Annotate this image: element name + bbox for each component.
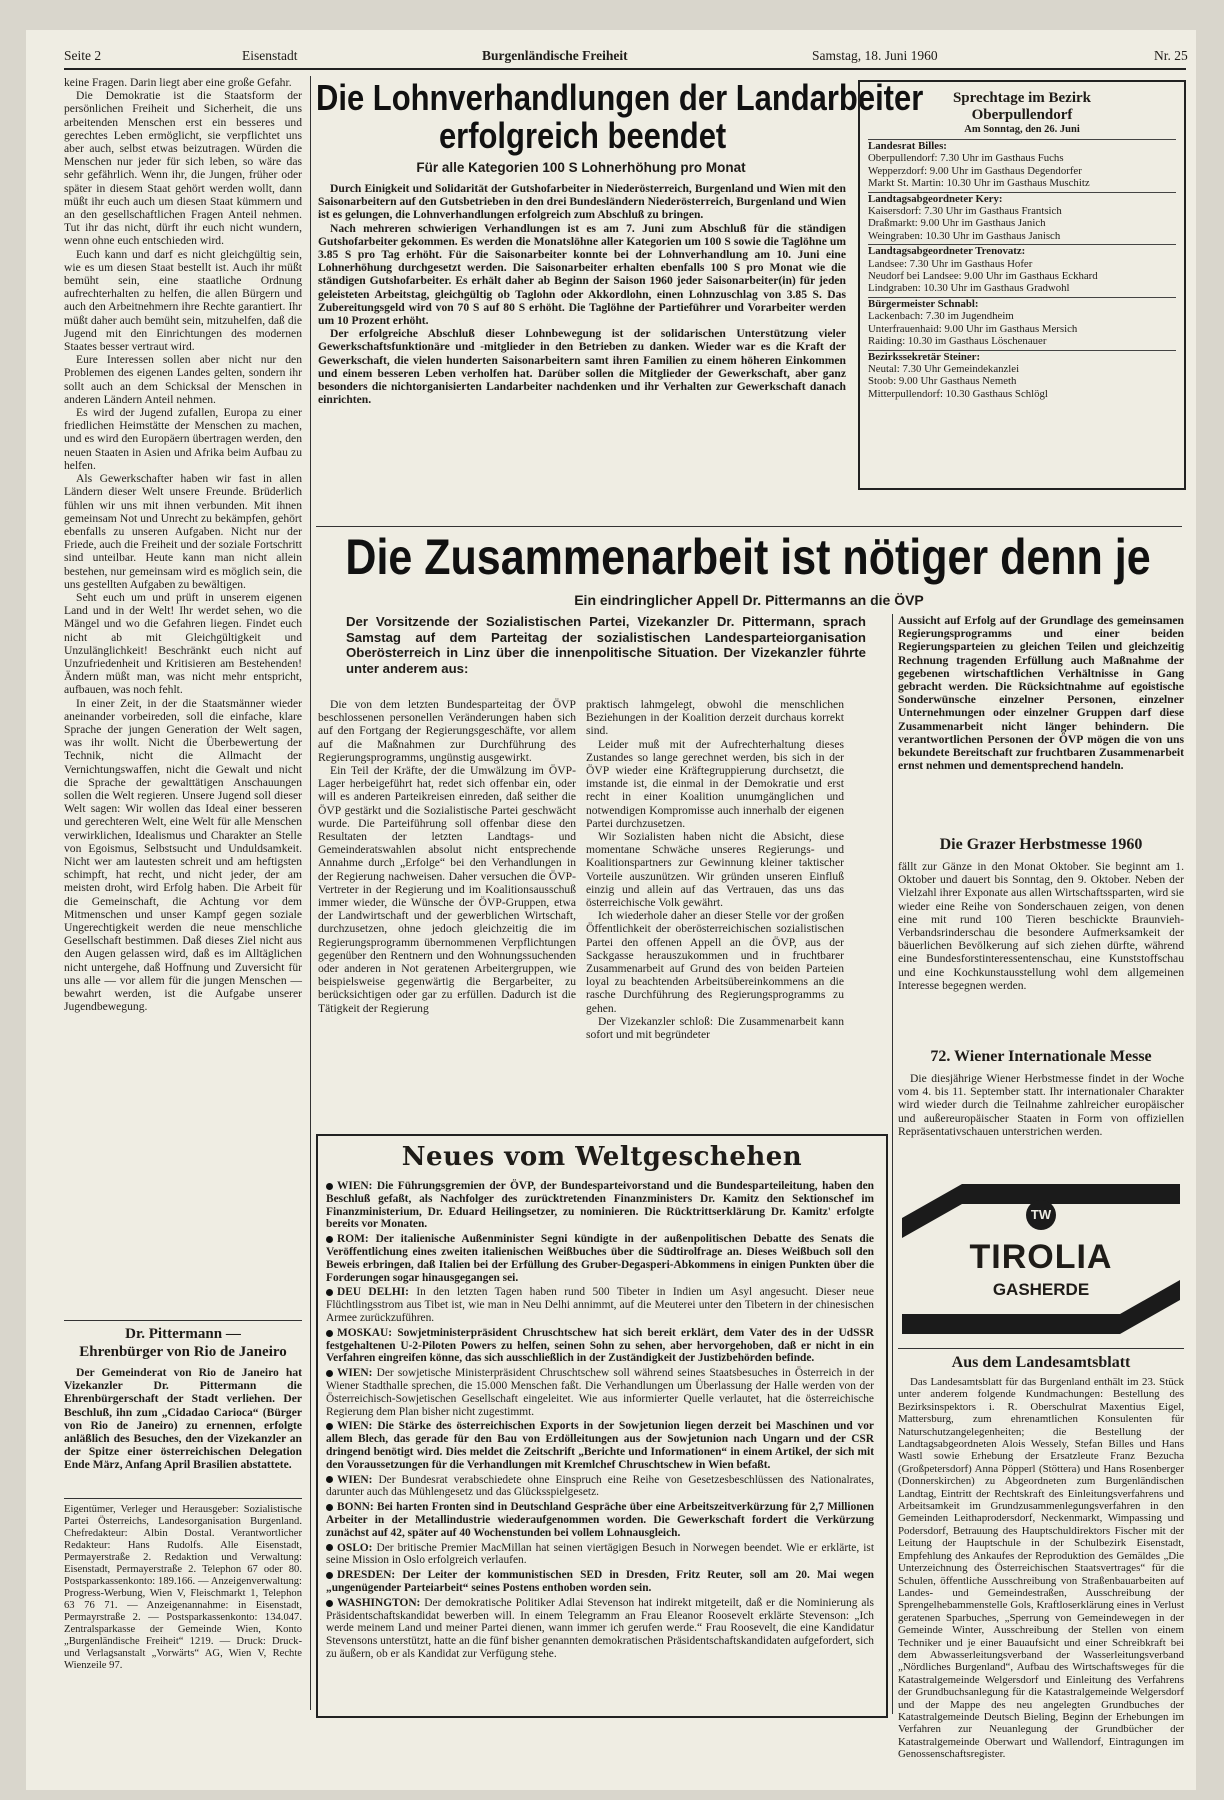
ad-brand: TIROLIA bbox=[969, 1238, 1113, 1276]
paper-name: Burgenländische Freiheit bbox=[482, 48, 628, 63]
zusammen-subhead: Ein eindringlicher Appell Dr. Pittermanns an die ÖVP bbox=[574, 592, 924, 608]
divider bbox=[64, 1320, 302, 1321]
sprechtage-line: Stoob: 9.00 Uhr Gasthaus Nemeth bbox=[868, 375, 1017, 388]
news-item bbox=[326, 1233, 874, 1284]
pittermann-title-2: Ehrenbürger von Rio de Janeiro bbox=[79, 1344, 287, 1360]
sprechtage-line: Raiding: 10.30 im Gasthaus Löschenauer bbox=[868, 335, 1047, 348]
page-header bbox=[64, 44, 1186, 70]
divider bbox=[898, 1348, 1184, 1349]
lohn-para: Nach mehreren schwierigen Verhandlungen ist es am 7. Juni zum Abschluß für die ständigen Gutshofarbeiter gekommen. Es werden die Monatslöhne aller Kategorien um 100 S sowie die Taglöhne um 3.85 S pro Tag erhöht. Für die Saisonarbeiter konnte bei der Lohnverhandlung am 10. Juni eine Lohnerhöhung durchgesetzt werden. Die Saisonarbeiter erhalten ebenfalls 100 S pro Monat wie die ständigen Gutshofarbeiter. Es erhält daher ab Beginn der Saison 1960 jeder Saisonarbeiter(in) für jeden geleisteten Arbeitstag, gleichgültig ob Taglohn oder Akkordlohn, einen Lohnzuschlag von 3.85 S. Das Zubereitungsgeld wird von 70 S auf 80 S erhöht. Die Taglöhne der Partieführer und Vorarbeiter werden um 10 Prozent erhöht. bbox=[318, 221, 846, 328]
column-rule bbox=[310, 76, 311, 1710]
grazer-text bbox=[898, 860, 1184, 1040]
sprechtage-line: Draßmarkt: 9.00 Uhr im Gasthaus Janich bbox=[868, 217, 1046, 230]
imprint-text: Eigentümer, Verleger und Herausgeber: Sozialistische Partei Österreichs, Landesorganisation Burgenland. Chefredakteur: Albin Dostal. Verantwortlicher Redakteur: Hans Rudolfs. Alle Eisenstadt, Permayerstraße 2. Redaktion und Verwaltung: Eisenstadt, Permayerstraße 2. Telephon 67 oder 80. Postsparkassenkonto: 189.166. — Anzeigenverwaltung: Progress-Werbung, Wien V, Fleischmarkt 1, Telephon 63 76 71. — Anzeigenannahme: in Eisenstadt, Permayrstraße 2. — Postsparkassenkonto: 134.047. Zentralsparkasse der Gemeinde Wien, Konto „Burgenländische Freiheit“ 1219. — Druck: Druck- und Verlagsanstalt „Vorwärts“ AG, Wien V, Rechte Wienzeile 97. bbox=[64, 1504, 302, 1671]
bullet-icon bbox=[326, 1600, 333, 1607]
sprechtage-group-head: Landtagsabgeordneter Kery: bbox=[868, 192, 1176, 205]
wiener-text bbox=[898, 1072, 1184, 1164]
issue-date: Samstag, 18. Juni 1960 bbox=[812, 48, 938, 63]
news-item bbox=[326, 1180, 874, 1231]
column-rule bbox=[892, 614, 893, 1714]
zusammen-lead: Der Vorsitzende der Sozialistischen Partei, Vizekanzler Dr. Pittermann, sprach Samstag auf dem Parteitag der sozialistischen Landesparteiorganisation Oberösterreich in Linz über die innenpolitische Situation. Der Vizekanzler führte unter anderem aus: bbox=[346, 614, 866, 676]
news-list bbox=[326, 1180, 874, 1708]
left-article bbox=[64, 76, 302, 1314]
lohn-headline-2: erfolgreich beendet bbox=[438, 115, 727, 156]
zusammen-para: Ich wiederhole daher an dieser Stelle vor der großen Öffentlichkeit der oberösterreichischen sozialistischen Partei den offenen Appell an die ÖVP, aus der Sackgasse herauszukommen und in fruchtbarer Zusammenarbeit auf Grund des von beiden Parteien loyal zu beachtenden Arbeitsübereinkommens an die rasche Durchführung des Regierungsprogramms zu gehen. bbox=[586, 909, 844, 1015]
page-number: Seite 2 bbox=[64, 48, 102, 63]
sprechtage-box bbox=[858, 80, 1186, 490]
zusammen-para: praktisch lahmgelegt, obwohl die menschlichen Beziehungen in der Koalition derzeit durchaus korrekt sind. bbox=[586, 698, 844, 738]
pittermann-title: Dr. Pittermann — bbox=[125, 1326, 241, 1342]
news-city: ROM: bbox=[337, 1233, 369, 1246]
sprechtage-line: Mitterpullendorf: 10.30 Gasthaus Schlögl bbox=[868, 387, 1048, 400]
divider bbox=[316, 526, 1182, 527]
landesamt-para: Das Landesamtsblatt für das Burgenland enthält im 23. Stück unter anderem folgende Kundmachungen: Bestellung des Bezirksinspektors i. R. Oberschulrat Maxentius Eigel, Mattersburg, zum ehrenamtlichen Konsulenten für Naturschutzangelegenheiten; die Bestellung der Landtagsabgeordneten Alois Wessely, Stefan Billes und Hans Wastl sowie Erhebung der Ersatzleute Franz Bezucha (Großpetersdorf) Anna Pöpperl (Stöttera) und Hans Rosenberger (Donnerskirchen) zu Abgeordneten zum Burgenländischen Landtag, Eintritt der Rechtskraft des Einleitungsverfahrens und Arbeitsamkeit im Grundzusammenlegungsverfahren in den Gemeinden Leithaprodersdorf, Neckenmarkt, Wimpassing und Podersdorf, Betrauung des Hauptschuldirektors Fischer mit der Leitung der Hauptschule in der Schulbezirk Eisenstadt, Empfehlung des Ankaufes der Reproduktion des Gemäldes „Die Unterzeichnung des Österreichischen Staatsvertrages“ für die Schulen, öffentliche Ausschreibung von Straßenbauarbeiten auf Landes- und Gemeindestraßen, Ausschreibung der Sprengelhebammenstelle Gols, Kraftloserklärung eines in Verlust geratenen Sparbuches, „Sperrung von Gemeindewegen in der Gemeinde Winter, Ausschreibung der Stellen von einem Techniker und je einer Bauaufsicht und einer Schreibkraft bei dem Abwasserleitungsverband der Wasserleitungsverband „Nördliches Burgenland“, Aufbau des Wirtschaftsweges für die Katastralgemeinde Welgersdorf und Einleitung des Verfahrens der Grundbuchsanlegung für die Katastralgemeinde Welgersdorf und der Mappe des neu angelegten Grundbuches der Katastralgemeinde Deutsch Bieling, Beginn der Erhebungen im Verfahren zur Neuanlegung der Grundbücher der Katastralgemeinde Oberwart und Wallendorf, Eintragungen im Genossenschaftsregister. bbox=[898, 1376, 1184, 1761]
bullet-icon bbox=[326, 1544, 333, 1551]
ad-product: GASHERDE bbox=[992, 1280, 1090, 1299]
bullet-icon bbox=[326, 1476, 333, 1483]
sprechtage-title-2: Oberpullendorf bbox=[971, 107, 1073, 123]
left-para: Eure Interessen sollen aber nicht nur den Problemen des eigenen Landes gelten, sondern ihr sollt auch an dem Schicksal der Menschen in anderen Ländern Anteil nehmen. bbox=[64, 353, 302, 406]
neues-title: Neues vom Weltgeschehen bbox=[401, 1142, 803, 1172]
news-text: Der britische Premier MacMillan hat seinen viertägigen Besuch in Norwegen beendet. Wie er erklärte, ist seine Mission in Oslo erfolgreich verlaufen. bbox=[326, 1541, 874, 1567]
sprechtage-line: Lindgraben: 10.30 Uhr im Gasthaus Gradwohl bbox=[868, 282, 1070, 295]
zusammen-col1 bbox=[318, 698, 576, 1118]
zusammen-para: Aussicht auf Erfolg auf der Grundlage des gemeinsamen Regierungsprogramms und einer beiden Regierungsparteien zu gleichen Teilen und gleichzeitig Rechnung tragenden Erfüllung auch Maßnahme der gegebenen wirtschaftlichen Verhältnisse in Gang gebracht werden. Die Rücksichtnahme auf egoistische Sonderwünsche einzelner Personen, einzelner Unternehmungen oder einzelner Gruppen darf diese Zusammenarbeit nicht länger behindern. Die verantwortlichen Personen der ÖVP mögen die von uns bekundete Bereitschaft zur fruchtbaren Zusammenarbeit ernst nehmen und dementsprechend handeln. bbox=[898, 614, 1184, 773]
news-text: Bei harten Fronten sind in Deutschland Gespräche über eine Arbeitszeitverkürzung für 2,7 Millionen Arbeiter in der Metallindustrie wiederaufgenommen worden. Die Gewerkschaft fordert die Verkürzung zunächst auf 42, später auf 40 Wochenstunden bei vollem Lohnausgleich. bbox=[326, 1501, 874, 1539]
news-item bbox=[326, 1420, 874, 1471]
news-text: Die Stärke des österreichischen Exports in der Sowjetunion liegen derzeit bei Maschinen und vor allem Blech, das gerade für den Bau von Erdölleitungen aus der Sowjetunion nach Ungarn und der CSR dringend benötigt wird. Dies meldet die Zeitschrift „Berichte und Informationen“ in einem Artikel, der sich mit den Voraussetzungen für die Verhandlungen mit Kremlchef Chruschtschew in Wien befaßt. bbox=[326, 1420, 874, 1471]
bullet-icon bbox=[326, 1504, 333, 1511]
sprechtage-line: Lackenbach: 7.30 im Jugendheim bbox=[868, 310, 1014, 323]
lohn-para: Durch Einigkeit und Solidarität der Gutshofarbeiter in Niederösterreich, Burgenland und Wien mit den Saisonarbeitern auf den Gutsbetrieben in den drei Bundesländern Niederösterreich, Burgenland und Wien ist es gelungen, die Lohnverhandlungen erfolgreich zum Abschluß zu bringen. bbox=[318, 182, 847, 222]
zusammen-para: Die von dem letzten Bundesparteitag der ÖVP beschlossenen personellen Veränderungen haben sich auf den Fortgang der Regierungsgeschäfte, vor allem auf die Maßnahmen zur Durchführung des Regierungsprogramms, ungünstig ausgewirkt. bbox=[318, 698, 576, 764]
news-city: WIEN: bbox=[337, 1473, 373, 1486]
news-item bbox=[326, 1569, 874, 1595]
left-para: Euch kann und darf es nicht gleichgültig sein, wie es um diesen Staat bestellt ist. Auch ihr müßt bemüht sein, eine staatliche Ordnung aufrechterhalten zu helfen, die allen Bürgern und auch den Arbeitnehmern ihre Rechte garantiert. Ihr müßt daher auch bemüht sein, mitzuhelfen, daß die Jugend mit den Einrichtungen des modernen Staates besser vertraut wird. bbox=[64, 247, 302, 354]
news-item bbox=[326, 1542, 874, 1568]
place: Eisenstadt bbox=[242, 48, 298, 63]
news-text: Sowjetministerpräsident Chruschtschew hat sich bereit erklärt, dem Vater des in der UdSSR festgehaltenen U-2-Piloten Powers zu helfen, seinen Sohn zu sehen, aber hervorgehoben, daß er nicht in ein Verfahren eingreifen könne, das sich ausschließlich in der Zuständigkeit der Justizbehörden befinde. bbox=[326, 1326, 874, 1365]
news-city: BONN: bbox=[337, 1501, 374, 1514]
lohn-headline: Die Lohnverhandlungen der Landarbeiter bbox=[316, 77, 924, 118]
news-item bbox=[326, 1367, 874, 1418]
bullet-icon bbox=[326, 1370, 333, 1377]
issue-number: Nr. 25 bbox=[1154, 48, 1188, 63]
divider bbox=[64, 1498, 302, 1499]
zusammen-para: Der Vizekanzler schloß: Die Zusammenarbeit kann sofort und mit begründeter bbox=[586, 1014, 844, 1042]
bullet-icon bbox=[326, 1423, 333, 1430]
landesamt-text bbox=[898, 1376, 1184, 1761]
left-para: Es wird der Jugend zufallen, Europa zu einer friedlichen Heimstätte der Menschen zu machen, und es wird den Europäern übertragen werden, den neuen Staaten in Asien und Afrika beim Aufbau zu helfen. bbox=[64, 406, 302, 472]
news-city: DRESDEN: bbox=[337, 1569, 396, 1582]
imprint bbox=[64, 1504, 302, 1696]
news-text: Die Führungsgremien der ÖVP, der Bundesparteivorstand und die Bundesparteileitung, haben den Beschluß gefaßt, als Nachfolger des zurücktretenden Finanzministers Dr. Kamitz den Sektionschef im Finanzministerium, Dr. Eduard Heilingsetzer, zu nominieren. Die Rücktrittserklärung Dr. Kamitz' erfolgte bereits vor Monaten. bbox=[326, 1180, 874, 1231]
tirolia-logo-icon: TW bbox=[1026, 1200, 1056, 1230]
bullet-icon bbox=[326, 1236, 333, 1243]
bullet-icon bbox=[326, 1572, 333, 1579]
bullet-icon bbox=[326, 1289, 333, 1296]
news-city: WIEN: bbox=[337, 1180, 373, 1192]
news-city: WIEN: bbox=[337, 1420, 373, 1433]
bullet-icon bbox=[326, 1330, 333, 1337]
news-city: WIEN: bbox=[337, 1367, 373, 1380]
news-item bbox=[326, 1327, 874, 1365]
pittermann-para: Der Gemeinderat von Rio de Janeiro hat Vizekanzler Dr. Pittermann die Ehrenbürgerschaft der Stadt verliehen. Der Beschluß, ihn zum „Cidadao Carioca“ (Bürger von Rio de Janeiro) zu ernennen, erfolgte anläßlich des Besuches, den der Vizekanzler an der Spitze einer österreichischen Delegation Ende März, Anfang April Brasilien abstattete. bbox=[64, 1366, 302, 1472]
sprechtage-line: Kaisersdorf: 7.30 Uhr im Gasthaus Frantsich bbox=[868, 205, 1062, 218]
news-text: In den letzten Tagen haben rund 500 Tibeter in Indien um Asyl angesucht. Dieser neue Flüchtlingsstrom aus Tibet ist, wie man in Neu Delhi annimmt, auf die Meuterei unter den Tibetern in der chinesischen Armee zurückzuführen. bbox=[326, 1286, 874, 1324]
tirolia-ad bbox=[902, 1184, 1180, 1334]
zusammen-col3 bbox=[898, 614, 1184, 824]
news-text: Der Leiter der kommunistischen SED in Dresden, Fritz Reuter, soll am 20. Mai wegen „ungenügender Parteiarbeit“ seines Postens enthoben worden sein. bbox=[326, 1569, 874, 1594]
sprechtage-line: Unterfrauenhaid: 9.00 Uhr im Gasthaus Mersich bbox=[868, 322, 1078, 335]
sprechtage-group-head: Landtagsabgeordneter Trenovatz: bbox=[868, 244, 1176, 257]
news-item bbox=[326, 1286, 874, 1324]
news-text: Der demokratische Politiker Adlai Stevenson hat indirekt mitgeteilt, daß er die Nominierung als Präsidentschaftskandidat bewerben will. In einem Telegramm an Frau Eleanor Roosevelt erklärte Stevenson: „Ich werde meinem Land und meiner Partei dienen, wann immer ich gerufen werde.“ Frau Roosevelt, die eine Kandidatur Stevensons unterstützt, hatte an die fünf bisher genannten demokratischen Präsidentschaftskandidaten aufgefordert, sich zu äußern, ob er als Kandidat zur Verfügung stehe. bbox=[326, 1596, 874, 1660]
newspaper-page bbox=[26, 30, 1196, 1790]
zusammen-para: Leider muß mit der Aufrechterhaltung dieses Zustandes so lange gerechnet werden, bis sich in der ÖVP wieder eine Kräftegruppierung durchsetzt, die imstande ist, die einmal in der Demokratie und erst recht in einer Koalition unumgänglichen und notwendigen Kompromisse auch innerhalb der eigenen Partei durchzusetzen. bbox=[586, 737, 844, 830]
wiener-para: Die diesjährige Wiener Herbstmesse findet in der Woche vom 4. bis 11. September statt. Ihr internationaler Charakter wird wieder durch die Teilnahme zahlreicher europäischer und außereuropäischer Staaten in Form von offiziellen Repräsentativschauen unterstrichen werden. bbox=[898, 1072, 1184, 1138]
sprechtage-line: Oberpullendorf: 7.30 Uhr im Gasthaus Fuchs bbox=[868, 152, 1064, 165]
pittermann-text bbox=[64, 1366, 302, 1490]
news-city: WASHINGTON: bbox=[337, 1596, 421, 1609]
news-city: OSLO: bbox=[337, 1541, 373, 1554]
left-para: In einer Zeit, in der die Staatsmänner wieder aneinander vorbeireden, soll die einfache, klare Sprache der jungen Generation der Welt sagen, was ihr wollt. Nicht die Überbewertung der Technik, nicht die Allmacht der Vernichtungswaffen, nicht die Gewalt und nicht die Sprache der gewalttätigen Anschauungen sollen die Welt regieren. Unsere Jugend soll dieser Welt sagen: Wir wollen das Ideal einer besseren und gerechteren Welt, eine Welt für alle Menschen verwirklichen, Idealismus und Charakter an Stelle von Egoismus, Selbstsucht und Unduldsamkeit. Nicht wer am lautesten schreit und am heftigsten schimpft, hat recht, und nicht jeder, der am meisten droht, wird Erfolg haben. Die Arbeit für die Gemeinschaft, die Achtung vor dem Mitmenschen und unser Kampf gegen soziale Ungerechtigkeit werden die neue menschliche Gesellschaft bestimmen. Daß dieses Ziel nicht aus den Augen gelassen wird, daß es im Alltäglichen nicht untergehe, daß Hoffnung und Zuversicht für uns alle — vor allem für die jungen Menschen — bewahrt werden, ist die Aufgabe unserer Jugendbewegung. bbox=[64, 696, 302, 1014]
zusammen-para: Ein Teil der Kräfte, der die Umwälzung im ÖVP-Lager herbeigeführt hat, redet sich offenbar ein, oder will es anderen Parteikreisen einreden, daß seither die ÖVP gestärkt und die Sozialistische Partei geschwächt wurde. Die Parteiführung soll offenbar diese den Resultaten der letzten Landtags- und Gemeinderatswahlen absolut nicht entsprechende Annahme durch „Erfolge“ bei den Verhandlungen in der Regierung nachweisen. Daher versuchen die ÖVP-Vertreter in der Regierung und im Koalitionsausschuß immer wieder, die Wünsche der ÖVP-Gruppen, etwa der Landwirtschaft und der gewerblichen Wirtschaft, durchzusetzen, ohne jedoch gleichzeitig die im Regierungsprogramm übernommenen Verpflichtungen gegenüber den Rentnern und den Wohnungssuchenden oder anderen in Not geratenen Arbeitergruppen, wie beispielsweise gegenwärtig die Bergarbeiter, zu berücksichtigen oder gar zu erfüllen. Dadurch ist die Tätigkeit der Regierung bbox=[318, 764, 576, 1015]
sprechtage-group-head: Landesrat Billes: bbox=[868, 139, 1176, 152]
left-para: Die Demokratie ist die Staatsform der persönlichen Freiheit und Sicherheit, die uns arbeitenden Menschen erst ein besseres und gerechtes Leben ermöglicht, sie verpflichtet uns aber auch, selbst etwas beizutragen. Würden die Menschen nur jeder für sich leben, so wäre das sehr gefährlich. Wenn ihr, die Jungen, früher oder später in diesem Staat gehört werden wollt, dann müßt ihr euch auch um diesen Staat kümmern und an den gesellschaftlichen Fragen Anteil nehmen. Tut ihr das nicht, dürft ihr euch nicht wundern, wenn ohne euch entschieden wird. bbox=[64, 89, 302, 248]
sprechtage-line: Landsee: 7.30 Uhr im Gasthaus Hofer bbox=[868, 257, 1033, 270]
lohn-subhead: Für alle Kategorien 100 S Lohnerhöhung pro Monat bbox=[416, 160, 746, 175]
sprechtage-line: Neutal: 7.30 Uhr Gemeindekanzlei bbox=[868, 362, 1020, 375]
bullet-icon bbox=[326, 1183, 333, 1190]
grazer-title: Die Grazer Herbstmesse 1960 bbox=[939, 836, 1143, 853]
sprechtage-title: Sprechtage im Bezirk bbox=[952, 90, 1092, 106]
zusammen-headline: Die Zusammenarbeit ist nötiger denn je bbox=[345, 529, 1151, 585]
news-text: Der sowjetische Ministerpräsident Chruschtschew soll während seines Staatsbesuches in Österreich in der Wiener Stadthalle sprechen, die 15.000 Menschen faßt. Die Verhandlungen um Überlassung der Halle werden von der Österreichisch-Sowjetischen Gesellschaft eingeleitet. Wie aus informierter Quelle verlautet, hat die österreichische Regierung dem Plan bisher nicht zugestimmt. bbox=[326, 1367, 874, 1418]
sprechtage-line: Wepperzdorf: 9.00 Uhr im Gasthaus Degendorfer bbox=[868, 164, 1082, 177]
news-item bbox=[326, 1501, 874, 1539]
sprechtage-line: Markt St. Martin: 10.30 Uhr im Gasthaus Muschitz bbox=[868, 177, 1090, 190]
news-text: Der Bundesrat verabschiedete ohne Einspruch eine Reihe von Gesetzesbeschlüssen des Nationalrates, darunter auch das Mühlengesetz und das Glücksspielgesetz. bbox=[326, 1473, 874, 1499]
grazer-para: fällt zur Gänze in den Monat Oktober. Sie beginnt am 1. Oktober und dauert bis Sonntag, den 9. Oktober. Neben der Vielzahl ihrer Exponate aus allen Wirtschaftssparten, wird sie wieder eine Reihe von Sonderschauen zeigen, von denen eine mit rund 100 Tieren beschickte Braunvieh-Verbandsrinderschau die besondere Aufmerksamkeit der bäuerlichen Bevölkerung auf sich ziehen dürfte, während eine Bundesforstinteressentenschau, eine Kunststoffschau und eine Kochkunstausstellung wohl dem allgemeinen Interesse begegnen werden. bbox=[898, 860, 1184, 992]
lohn-para: Der erfolgreiche Abschluß dieser Lohnbewegung ist der solidarischen Unterstützung vieler Gewerkschaftsfunktionäre und -mitglieder in den Betrieben zu danken. Wieder war es die Kraft der Gewerkschaft, die vielen hunderten Saisonarbeitern samt ihren Familien zu einem höheren Einkommen und einem besseren Leben verholfen hat. Darüber sollen die Mitglieder der Gewerkschaft, aber ganz besonders die nichtorganisierten Landarbeiter nachdenken und ihr Verhalten zur Gewerkschaft danach einrichten. bbox=[318, 327, 846, 407]
lohn-text bbox=[318, 182, 846, 518]
sprechtage-group-head: Bezirkssekretär Steiner: bbox=[868, 350, 1176, 363]
sprechtage-group-head: Bürgermeister Schnabl: bbox=[868, 297, 1176, 310]
neues-box bbox=[316, 1134, 888, 1718]
sprechtage-line: Weingraben: 10.30 Uhr im Gasthaus Janisch bbox=[868, 229, 1061, 242]
sprechtage-line: Neudorf bei Landsee: 9.00 Uhr im Gasthaus Eckhard bbox=[868, 270, 1098, 283]
left-para: keine Fragen. Darin liegt aber eine große Gefahr. bbox=[64, 76, 292, 89]
news-text: Der italienische Außenminister Segni kündigte in der außenpolitischen Debatte des Senats die Veröffentlichung eines zweiten italienischen Weißbuches über die Südtirolfrage an. Dieses Weißbuch soll den Beweis erbringen, daß Italien bei der Erfüllung des Gruber-Degasperi-Abkommens in einigen Punkten über die Forderungen sogar hinausgegangen sei. bbox=[326, 1233, 874, 1284]
zusammen-para: Wir Sozialisten haben nicht die Absicht, diese momentane Schwäche unseres Regierungs- und Koalitionspartners zur Gewinnung kleiner taktischer Vorteile auszunützen. Wir gründen unseren Einfluß einzig und allein auf das Vertrauen, das uns das österreichische Volk gewährt. bbox=[586, 830, 844, 910]
news-item bbox=[326, 1597, 874, 1661]
zusammen-col2 bbox=[586, 698, 844, 1118]
wiener-title: 72. Wiener Internationale Messe bbox=[930, 1048, 1152, 1065]
sprechtage-list bbox=[860, 139, 1184, 400]
news-city: DEU DELHI: bbox=[337, 1286, 409, 1299]
news-city: MOSKAU: bbox=[337, 1326, 393, 1339]
landesamt-title: Aus dem Landesamtsblatt bbox=[951, 1354, 1131, 1371]
news-item bbox=[326, 1474, 874, 1500]
left-para: Seht euch um und prüft in unserem eigenen Land und in der Welt! Ihr werdet sehen, wo die Mängel und wo die Gefahren liegen. Findet euch nicht ab mit Gleichgültigkeit und Unzulänglichkeit! Beschränkt euch nicht auf Unzufriedenheit und Kritisieren am Bestehenden! Ändern müßt man, was nicht mehr entspricht, aufbauen, was noch fehlt. bbox=[64, 590, 302, 697]
left-para: Als Gewerkschafter haben wir fast in allen Ländern dieser Welt unsere Freunde. Brüderlich fühlen wir uns mit ihnen verbunden. Mit ihnen gemeinsam Not und Unrecht zu bekämpfen, gehört ebenfalls zu unseren Aufgaben. Nicht nur der Friede, auch die Freiheit und der soziale Fortschritt sind unteilbar. Heute kann man nicht allein bestehen, nur gemeinsam wird es möglich sein, die uns gestellten Aufgaben zu bewältigen. bbox=[64, 472, 302, 591]
sprechtage-date: Am Sonntag, den 26. Juni bbox=[964, 124, 1080, 135]
